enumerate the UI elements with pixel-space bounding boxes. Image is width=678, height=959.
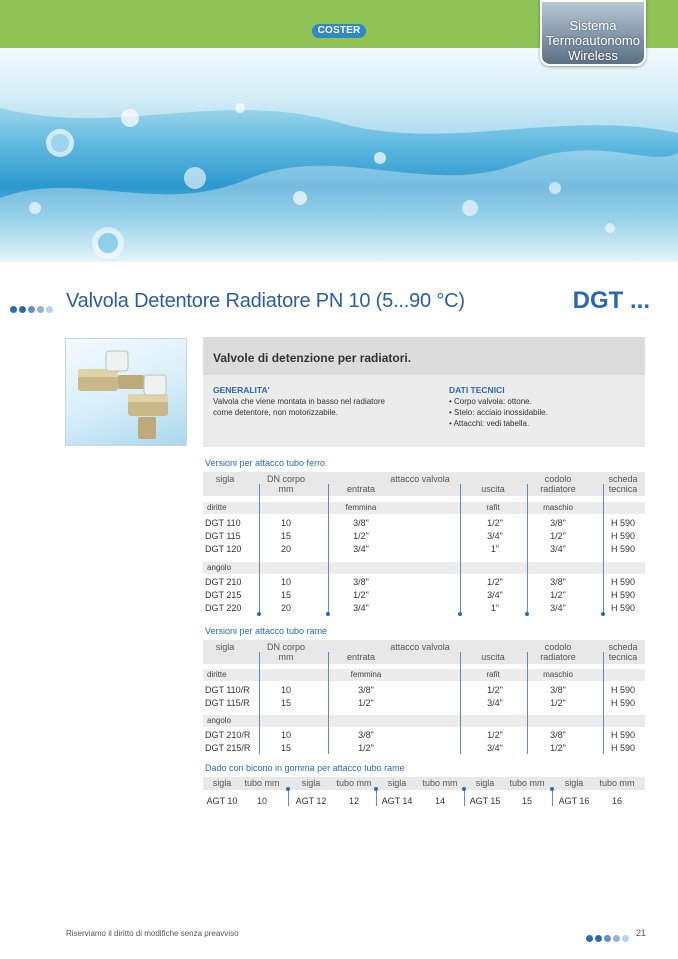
dado-header-tubo: tubo mm bbox=[336, 778, 372, 788]
dado-sigla: AGT 10 bbox=[206, 796, 238, 806]
dado-sigla: AGT 15 bbox=[469, 796, 501, 806]
cell-entrata: 3/8" bbox=[353, 518, 369, 528]
sub-rafit: rafit bbox=[486, 670, 500, 679]
model-code: DGT ... bbox=[572, 287, 650, 314]
divider-dot-icon bbox=[374, 787, 378, 791]
cell-scheda: H 590 bbox=[610, 577, 636, 587]
cell-dn: 10 bbox=[280, 730, 292, 740]
column-divider bbox=[603, 652, 604, 754]
divider-dot-icon bbox=[525, 612, 529, 616]
header-uscita: uscita bbox=[481, 484, 505, 494]
cell-scheda: H 590 bbox=[610, 518, 636, 528]
cell-codolo: 1/2" bbox=[550, 531, 566, 541]
cell-codolo: 1/2" bbox=[550, 698, 566, 708]
bullet-dot-icon bbox=[10, 306, 17, 313]
cell-dn: 15 bbox=[280, 590, 292, 600]
page-title: Valvola Detentore Radiatore PN 10 (5...90 °C) bbox=[66, 290, 465, 312]
cell-sigla: DGT 215/R bbox=[205, 743, 251, 753]
sub-maschio: maschio bbox=[543, 503, 573, 512]
column-divider bbox=[328, 652, 329, 754]
title-row bbox=[10, 287, 650, 320]
column-divider bbox=[328, 484, 329, 614]
rame-sub-bar bbox=[203, 669, 645, 681]
cell-entrata: 3/8" bbox=[358, 685, 374, 695]
dado-header-sigla: sigla bbox=[564, 778, 584, 788]
sub-maschio: maschio bbox=[543, 670, 573, 679]
dado-header-tubo: tubo mm bbox=[422, 778, 458, 788]
cell-sigla: DGT 215 bbox=[205, 590, 242, 600]
header-tecnica: tecnica bbox=[608, 484, 638, 494]
dado-tubo: 15 bbox=[521, 796, 533, 806]
info-heading-bar bbox=[203, 337, 645, 375]
water-splash-photo bbox=[0, 48, 678, 262]
header-attacco: attacco valvola bbox=[390, 642, 450, 652]
brand-logo bbox=[312, 24, 366, 38]
header-sigla: sigla bbox=[215, 474, 235, 484]
cell-dn: 15 bbox=[280, 531, 292, 541]
ferro-section-title: Versioni per attacco tubo ferro bbox=[205, 458, 326, 468]
cell-sigla: DGT 110 bbox=[205, 518, 241, 528]
dado-header-tubo: tubo mm bbox=[509, 778, 545, 788]
info-heading: Valvole di detenzione per radiatori. bbox=[213, 351, 412, 365]
cell-dn: 20 bbox=[280, 603, 292, 613]
footer-note: Riserviamo il diritto di modifiche senza preavviso bbox=[66, 929, 239, 938]
dati-line: • Stelo: acciaio inossidabile. bbox=[449, 408, 548, 417]
dati-title: DATI TECNICI bbox=[449, 385, 505, 395]
ferro-angolo-bar bbox=[203, 562, 645, 574]
header-scheda: scheda bbox=[608, 474, 638, 484]
dati-line: • Corpo valvola: ottone. bbox=[449, 397, 532, 406]
header-scheda: scheda bbox=[608, 642, 638, 652]
cell-scheda: H 590 bbox=[610, 743, 636, 753]
bullet-dot-icon bbox=[46, 306, 53, 313]
cell-sigla: DGT 220 bbox=[205, 603, 242, 613]
cell-sigla: DGT 210/R bbox=[205, 730, 251, 740]
cell-scheda: H 590 bbox=[610, 730, 636, 740]
header-dn-unit: mm bbox=[278, 484, 294, 494]
cell-entrata: 3/8" bbox=[353, 577, 369, 587]
water-drops-icon bbox=[0, 48, 678, 262]
cell-uscita: 1/2" bbox=[487, 730, 503, 740]
header-radiatore: radiatore bbox=[540, 484, 576, 494]
dado-header-sigla: sigla bbox=[301, 778, 321, 788]
dado-header-sigla: sigla bbox=[475, 778, 495, 788]
bullet-dot-icon bbox=[37, 306, 44, 313]
column-divider bbox=[460, 652, 461, 754]
dado-section-title: Dado con bicono in gomma per attacco tubo rame bbox=[205, 763, 405, 773]
column-divider bbox=[552, 790, 553, 806]
header-radiatore: radiatore bbox=[540, 652, 576, 662]
cell-dn: 20 bbox=[280, 544, 292, 554]
cell-uscita: 1/2" bbox=[487, 685, 503, 695]
column-divider bbox=[259, 652, 260, 754]
column-divider bbox=[376, 790, 377, 806]
dado-header-tubo: tubo mm bbox=[599, 778, 635, 788]
cell-codolo: 1/2" bbox=[550, 590, 566, 600]
generalita-text bbox=[213, 396, 385, 418]
cell-codolo: 3/4" bbox=[550, 603, 566, 613]
bullet-dot-icon bbox=[586, 935, 593, 942]
cell-uscita: 1" bbox=[490, 544, 500, 554]
header-uscita: uscita bbox=[481, 652, 505, 662]
title-dots bbox=[10, 300, 55, 318]
cell-uscita: 3/4" bbox=[487, 590, 503, 600]
cell-codolo: 1/2" bbox=[550, 743, 566, 753]
badge-line-1: Sistema bbox=[569, 18, 617, 33]
header-codolo: codolo bbox=[544, 474, 572, 484]
column-divider bbox=[464, 790, 465, 806]
ferro-sub-bar bbox=[203, 502, 645, 514]
cell-sigla: DGT 110/R bbox=[205, 685, 250, 695]
cell-entrata: 1/2" bbox=[353, 590, 369, 600]
header-dn: DN corpo bbox=[266, 642, 306, 652]
dati-text bbox=[449, 396, 548, 429]
header-codolo: codolo bbox=[544, 642, 572, 652]
header-sigla: sigla bbox=[215, 642, 235, 652]
header-dn-unit: mm bbox=[278, 652, 294, 662]
cell-scheda: H 590 bbox=[610, 698, 636, 708]
cell-dn: 15 bbox=[280, 743, 292, 753]
divider-dot-icon bbox=[462, 787, 466, 791]
sub-diritte: diritte bbox=[207, 503, 227, 512]
cell-uscita: 3/4" bbox=[487, 743, 503, 753]
page-number: 21 bbox=[636, 928, 647, 938]
cell-sigla: DGT 210 bbox=[205, 577, 242, 587]
cell-uscita: 3/4" bbox=[487, 531, 503, 541]
header-entrata: entrata bbox=[346, 652, 376, 662]
dado-sigla: AGT 14 bbox=[381, 796, 413, 806]
dado-sigla: AGT 16 bbox=[558, 796, 590, 806]
cell-entrata: 3/4" bbox=[353, 603, 369, 613]
dado-header-sigla: sigla bbox=[387, 778, 407, 788]
column-divider bbox=[259, 484, 260, 614]
sub-diritte: diritte bbox=[207, 670, 227, 679]
header-attacco: attacco valvola bbox=[390, 474, 450, 484]
header-dn: DN corpo bbox=[266, 474, 306, 484]
cell-dn: 10 bbox=[280, 577, 292, 587]
bullet-dot-icon bbox=[595, 935, 602, 942]
divider-dot-icon bbox=[550, 787, 554, 791]
valve-photo-icon bbox=[66, 339, 187, 446]
bullet-dot-icon bbox=[622, 935, 629, 942]
dado-header-tubo: tubo mm bbox=[244, 778, 280, 788]
column-divider bbox=[288, 790, 289, 806]
cell-uscita: 1/2" bbox=[487, 577, 503, 587]
divider-dot-icon bbox=[326, 612, 330, 616]
info-box bbox=[203, 337, 645, 447]
cell-scheda: H 590 bbox=[610, 531, 636, 541]
cell-entrata: 1/2" bbox=[358, 698, 374, 708]
sub-femmina: femmina bbox=[345, 503, 377, 512]
cell-codolo: 3/8" bbox=[550, 730, 566, 740]
cell-scheda: H 590 bbox=[610, 590, 636, 600]
cell-uscita: 3/4" bbox=[487, 698, 503, 708]
divider-dot-icon bbox=[257, 612, 261, 616]
cell-dn: 10 bbox=[280, 685, 292, 695]
bullet-dot-icon bbox=[604, 935, 611, 942]
dado-tubo: 12 bbox=[348, 796, 360, 806]
rame-angolo-bar bbox=[203, 715, 645, 727]
badge-line-3: Wireless bbox=[568, 48, 618, 63]
header-tecnica: tecnica bbox=[608, 652, 638, 662]
cell-entrata: 1/2" bbox=[358, 743, 374, 753]
footer-dots bbox=[586, 929, 631, 947]
sub-angolo: angolo bbox=[207, 716, 232, 725]
divider-dot-icon bbox=[601, 612, 605, 616]
sub-rafit: rafit bbox=[486, 503, 500, 512]
system-badge bbox=[540, 0, 646, 66]
cell-codolo: 3/8" bbox=[550, 685, 566, 695]
divider-dot-icon bbox=[286, 787, 290, 791]
bullet-dot-icon bbox=[613, 935, 620, 942]
dado-sigla: AGT 12 bbox=[295, 796, 327, 806]
cell-entrata: 3/4" bbox=[353, 544, 369, 554]
cell-scheda: H 590 bbox=[610, 685, 636, 695]
brand-label: COSTER bbox=[317, 25, 361, 36]
sub-femmina: femmina bbox=[350, 670, 382, 679]
cell-scheda: H 590 bbox=[610, 544, 636, 554]
cell-uscita: 1/2" bbox=[487, 518, 503, 528]
dado-tubo: 10 bbox=[256, 796, 268, 806]
bullet-dot-icon bbox=[28, 306, 35, 313]
dado-tubo: 14 bbox=[434, 796, 446, 806]
cell-sigla: DGT 115/R bbox=[205, 698, 250, 708]
cell-codolo: 3/4" bbox=[550, 544, 566, 554]
dado-tubo: 16 bbox=[611, 796, 623, 806]
cell-codolo: 3/8" bbox=[550, 518, 566, 528]
cell-sigla: DGT 115 bbox=[205, 531, 241, 541]
badge-line-2: Termoautonomo bbox=[546, 33, 640, 48]
cell-uscita: 1" bbox=[490, 603, 500, 613]
generalita-line: come detentore, non motorizzabile. bbox=[213, 408, 338, 417]
cell-dn: 10 bbox=[280, 518, 292, 528]
generalita-title: GENERALITA' bbox=[213, 385, 270, 395]
cell-sigla: DGT 120 bbox=[205, 544, 242, 554]
divider-dot-icon bbox=[458, 612, 462, 616]
cell-entrata: 3/8" bbox=[358, 730, 374, 740]
rame-section-title: Versioni per attacco tubo rame bbox=[205, 626, 328, 636]
product-photo bbox=[65, 338, 187, 446]
dado-header-sigla: sigla bbox=[212, 778, 232, 788]
cell-dn: 15 bbox=[280, 698, 292, 708]
cell-scheda: H 590 bbox=[610, 603, 636, 613]
generalita-line: Valvola che viene montata in basso nel radiatore bbox=[213, 397, 385, 406]
bullet-dot-icon bbox=[19, 306, 26, 313]
cell-codolo: 3/8" bbox=[550, 577, 566, 587]
column-divider bbox=[527, 484, 528, 614]
dati-line: • Attacchi: vedi tabella. bbox=[449, 419, 530, 428]
column-divider bbox=[460, 484, 461, 614]
header-entrata: entrata bbox=[346, 484, 376, 494]
column-divider bbox=[527, 652, 528, 754]
cell-entrata: 1/2" bbox=[353, 531, 369, 541]
column-divider bbox=[603, 484, 604, 614]
sub-angolo: angolo bbox=[207, 563, 232, 572]
